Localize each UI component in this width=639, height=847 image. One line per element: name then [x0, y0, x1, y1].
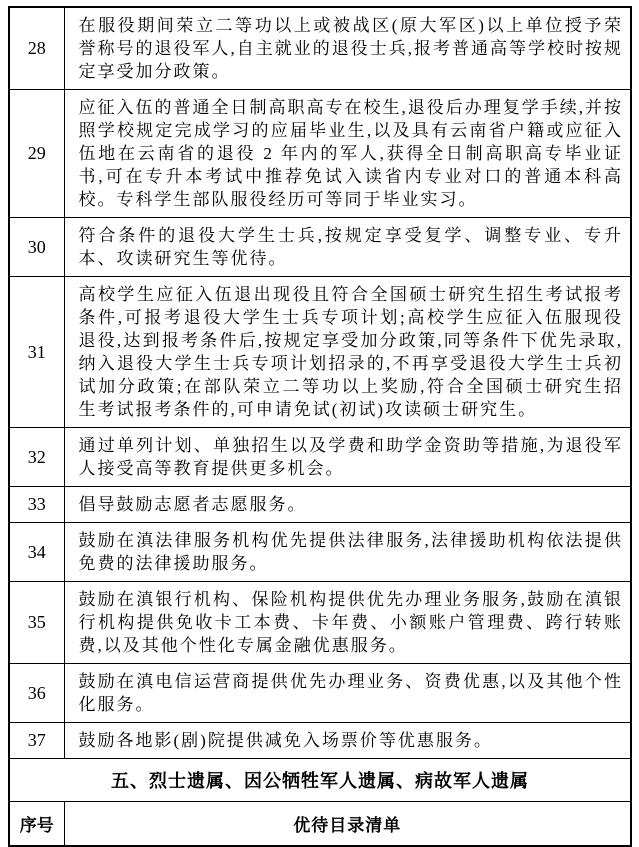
- table-row: [9, 218, 631, 277]
- row-content: 鼓励在滇银行机构、保险机构提供优先办理业务服务,鼓励在滇银行机构提供免收卡工本费、卡年费、小额账户管理费、跨行转账费,以及其他个性化专属金融优惠服务。: [64, 582, 631, 664]
- row-index: 30: [9, 218, 64, 277]
- table-row: [9, 523, 631, 582]
- row-content: 通过单列计划、单独招生以及学费和助学金资助等措施,为退役军人接受高等教育提供更多机会。: [64, 428, 631, 487]
- table-row: [9, 487, 631, 523]
- row-content: 倡导鼓励志愿者志愿服务。: [64, 487, 631, 523]
- row-content: 高校学生应征入伍退出现役且符合全国硕士研究生招生考试报考条件,可报考退役大学生士兵专项计划;高校学生应征入伍服现役退役,达到报考条件后,按规定享受加分政策,同等条件下优先录取,纳入退役大学生士兵专项计划招录的,不再享受退役大学生士兵初试加分政策;在部队荣立二等功以上奖励,符合全国硕士研究生招生考试报考条件的,可申请免试(初试)攻读硕士研究生。: [64, 277, 631, 428]
- row-content: 鼓励在滇电信运营商提供优先办理业务、资费优惠,以及其他个性化服务。: [64, 664, 631, 723]
- row-content: 符合条件的退役大学生士兵,按规定享受复学、调整专业、专升本、攻读研究生等优待。: [64, 218, 631, 277]
- table-row: [9, 428, 631, 487]
- row-index: 35: [9, 582, 64, 664]
- table-row: [9, 277, 631, 428]
- row-index: 33: [9, 487, 64, 523]
- column-header-index: 序号: [9, 802, 64, 847]
- column-header-content: 优待目录清单: [64, 802, 631, 847]
- table-row: [9, 7, 631, 90]
- section-title: 五、烈士遗属、因公牺牲军人遗属、病故军人遗属: [9, 759, 631, 802]
- row-index: 34: [9, 523, 64, 582]
- table-row: [9, 90, 631, 218]
- section-header-row: [9, 759, 631, 802]
- table-row: [9, 582, 631, 664]
- row-index: 37: [9, 723, 64, 759]
- row-content: 鼓励各地影(剧)院提供减免入场票价等优惠服务。: [64, 723, 631, 759]
- row-index: 32: [9, 428, 64, 487]
- row-content: 应征入伍的普通全日制高职高专在校生,退役后办理复学手续,并按照学校规定完成学习的应届毕业生,以及具有云南省户籍或应征入伍地在云南省的退役 2 年内的军人,获得全日制高职高专毕业证书,可在专升本考试中推荐免试入读省内专业对口的普通本科高校。专科学生部队服役经历可等同于毕业实习。: [64, 90, 631, 218]
- table-row: [9, 664, 631, 723]
- benefits-table: [8, 6, 632, 847]
- column-header-row: [9, 802, 631, 847]
- row-index: 36: [9, 664, 64, 723]
- row-content: 在服役期间荣立二等功以上或被战区(原大军区)以上单位授予荣誉称号的退役军人,自主就业的退役士兵,报考普通高等学校时按规定享受加分政策。: [64, 7, 631, 90]
- table-row: [9, 723, 631, 759]
- row-index: 29: [9, 90, 64, 218]
- row-content: 鼓励在滇法律服务机构优先提供法律服务,法律援助机构依法提供免费的法律援助服务。: [64, 523, 631, 582]
- row-index: 28: [9, 7, 64, 90]
- row-index: 31: [9, 277, 64, 428]
